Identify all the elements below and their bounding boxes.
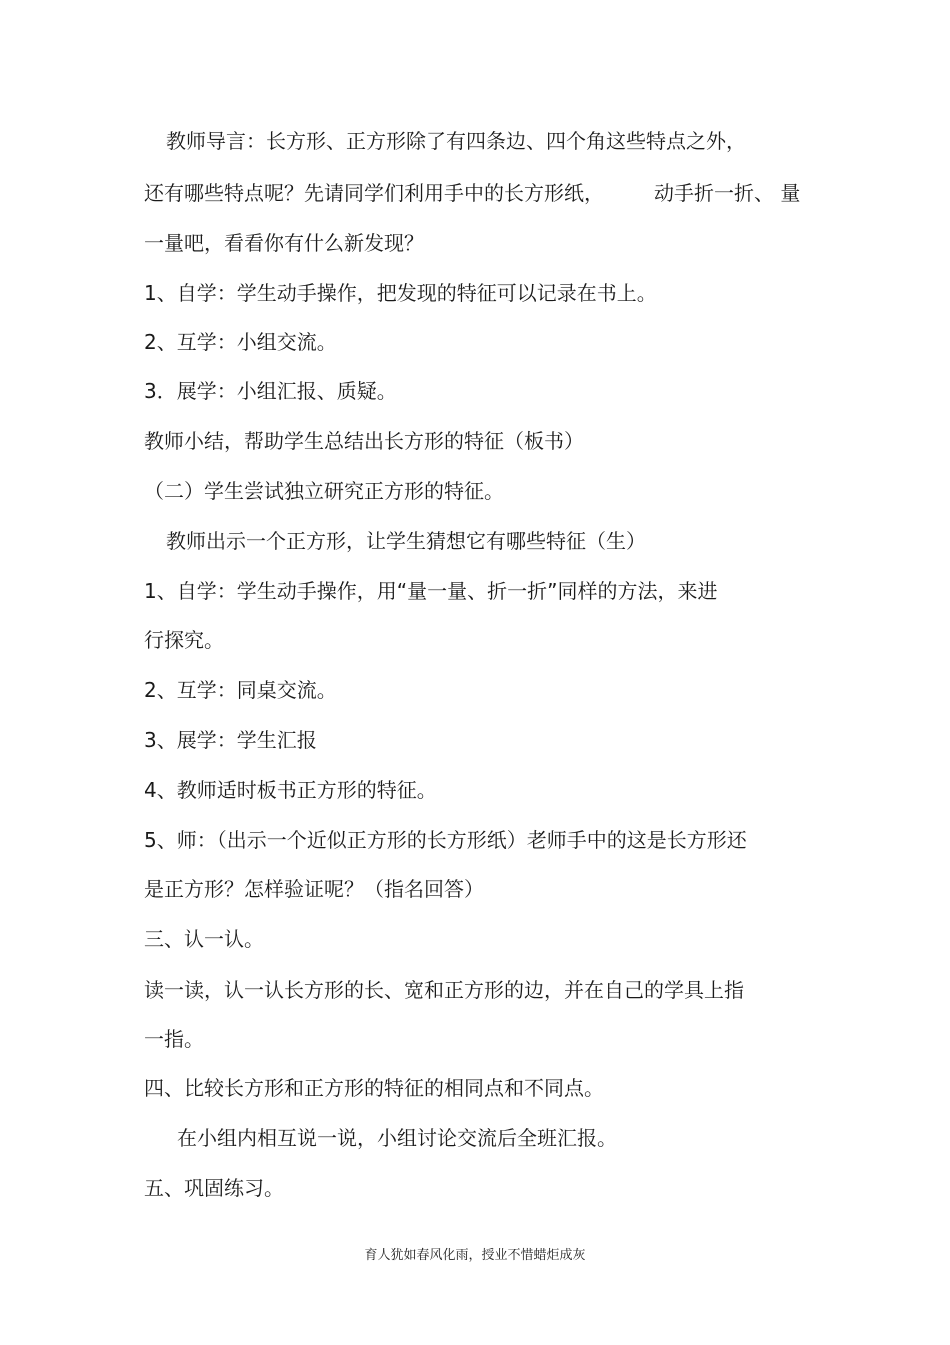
text-line: 一指。	[144, 1027, 204, 1051]
text-line: 动手折一折、 量	[654, 181, 801, 205]
text-line: 3．展学：小组汇报、质疑。	[144, 379, 397, 403]
text-line: 2、互学：同桌交流。	[144, 678, 337, 702]
text-line: 1、自学：学生动手操作，把发现的特征可以记录在书上。	[144, 281, 657, 305]
text-line: 三、认一认。	[144, 927, 264, 951]
text-line: 4、教师适时板书正方形的特征。	[144, 778, 437, 802]
text-line: 五、巩固练习。	[144, 1176, 284, 1200]
text-line: 在小组内相互说一说，小组讨论交流后全班汇报。	[177, 1126, 617, 1150]
text-line: 3、展学：学生汇报	[144, 728, 317, 752]
text-line: 5、师：（出示一个近似正方形的长方形纸）老师手中的这是长方形还	[144, 828, 747, 852]
text-line: 一量吧，看看你有什么新发现？	[144, 231, 424, 255]
text-line: 行探究。	[144, 628, 224, 652]
text-line: 是正方形？怎样验证呢？（指名回答）	[144, 877, 484, 901]
text-line: 教师小结，帮助学生总结出长方形的特征（板书）	[144, 429, 584, 453]
text-line: 读一读，认一认长方形的长、宽和正方形的边，并在自己的学具上指	[144, 978, 744, 1002]
text-line: 四、比较长方形和正方形的特征的相同点和不同点。	[144, 1076, 604, 1100]
text-line: 教师导言：长方形、正方形除了有四条边、四个角这些特点之外，	[166, 129, 746, 153]
text-line: 2、互学：小组交流。	[144, 330, 337, 354]
text-line: 教师出示一个正方形，让学生猜想它有哪些特征（生）	[166, 529, 646, 553]
text-line: 1、自学：学生动手操作，用“量一量、折一折”同样的方法，来进	[144, 579, 718, 603]
text-line: 还有哪些特点呢？先请同学们利用手中的长方形纸，	[144, 181, 604, 205]
text-line: （二）学生尝试独立研究正方形的特征。	[144, 479, 504, 503]
page-footer: 育人犹如春风化雨，授业不惜蜡炬成灰	[364, 1248, 586, 1263]
